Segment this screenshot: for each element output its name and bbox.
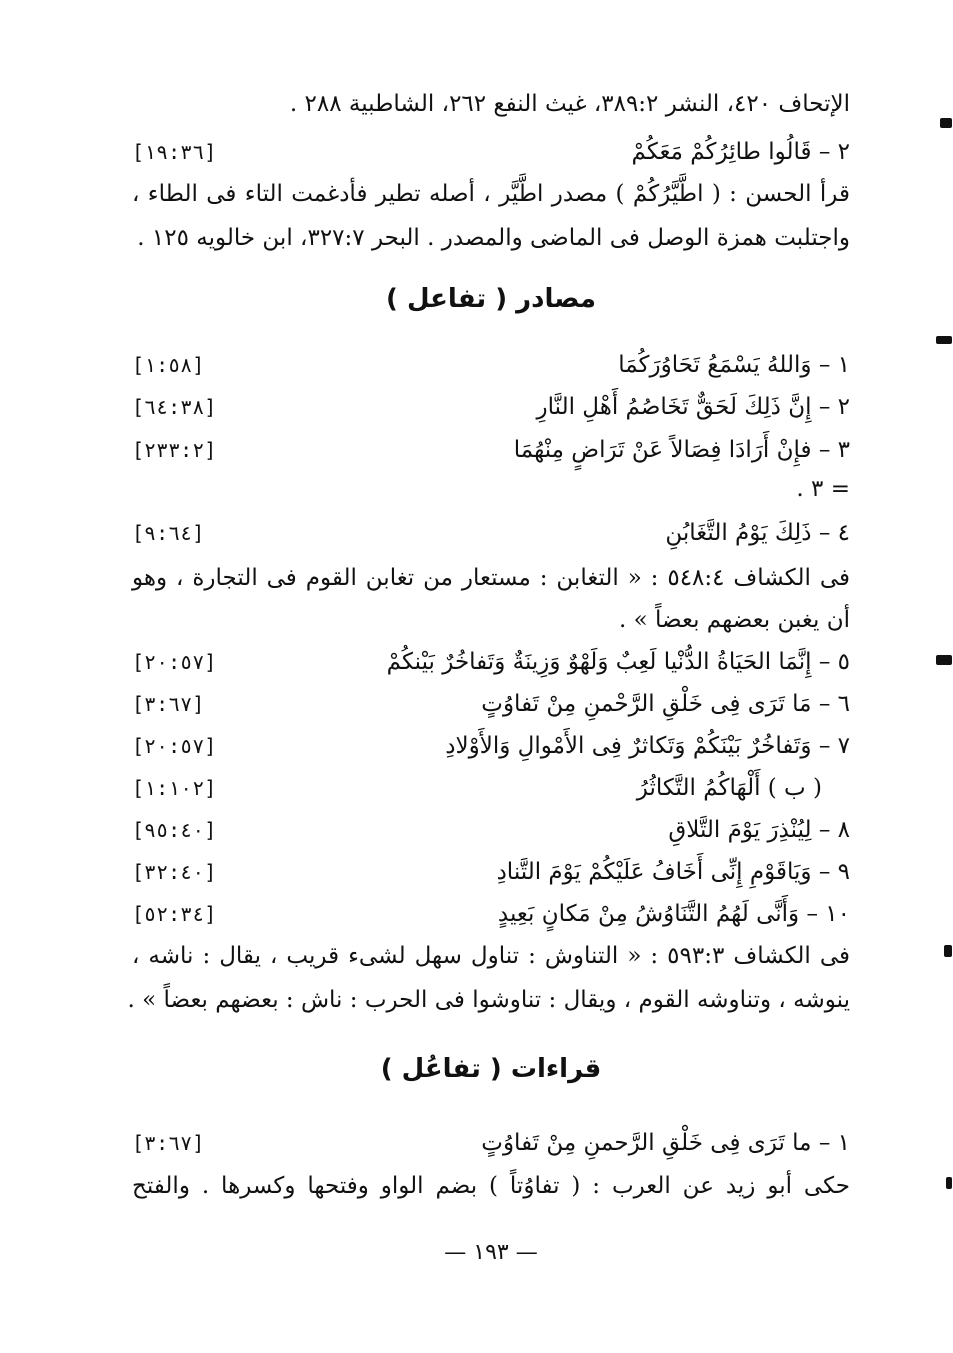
- verse-reference: [٩٥:٤٠]: [132, 818, 217, 842]
- verse-reference: [١:٥٨]: [132, 353, 205, 377]
- verse-reference: [١:١٠٢]: [132, 776, 217, 800]
- commentary-line: فى الكشاف ٥٩٣:٣ : « التناوش : تناول سهل لشىء قريب ، يقال : ناشه ،: [132, 943, 850, 969]
- commentary-line: فى الكشاف ٥٤٨:٤ : « التغابن : مستعار من تغابن القوم فى التجارة ، وهو: [132, 565, 850, 591]
- verse-reference: [٣٢:٤٠]: [132, 860, 217, 884]
- verse-reference: [١٩:٣٦]: [132, 140, 217, 164]
- verse-text: ٢ – إِنَّ ذَلِكَ لَحَقٌّ تَخَاصُمُ أَهْلِ النَّارِ: [536, 394, 850, 420]
- commentary-line: أن يغبن بعضهم بعضاً » .: [619, 607, 850, 633]
- verse-line: [132, 645, 850, 679]
- verse-line: [132, 433, 850, 467]
- scan-margin-mark: [936, 655, 952, 665]
- verse-line: [132, 390, 850, 424]
- verse-reference: [٢٣٣:٢]: [132, 438, 217, 462]
- verse-text: ١ – ما تَرَى فِى خَلْقِ الرَّحمنِ مِنْ تَفاوُتٍ: [481, 1130, 850, 1156]
- verse-text: ٥ – إِنَّمَا الحَيَاةُ الدُّنْيا لَعِبٌ وَلَهْوٌ وَزِينَةٌ وَتَفاخُرٌ بَيْنكُمْ: [386, 649, 850, 675]
- verse-line: [132, 516, 850, 550]
- verse-text: ١٠ – وَأَنَّى لَهُمُ التَّنَاوُشُ مِنْ مَكانٍ بَعِيدٍ: [497, 901, 850, 927]
- verse-text: ١ – وَاللهُ يَسْمَعُ تَحَاوُرَكُمَا: [618, 352, 850, 378]
- commentary-line: واجتلبت همزة الوصل فى الماضى والمصدر . البحر ٣٢٧:٧، ابن خالويه ١٢٥ .: [137, 225, 850, 251]
- scan-margin-mark: [946, 1177, 952, 1189]
- verse-line: [132, 687, 850, 721]
- verse-reference: [٢٠:٥٧]: [132, 650, 217, 674]
- verse-text: ٨ – لِيُنْذِرَ يَوْمَ التَّلاقِ: [668, 817, 850, 843]
- verse-line: [132, 855, 850, 889]
- verse-text: ٧ – وَتَفاخُرٌ بَيْنَكُمْ وَتَكاثرٌ فِى الأَمْوالِ وَالأَوْلادِ: [445, 733, 850, 759]
- section-heading-qiraat: قراءات ( تفاعُل ): [380, 1054, 602, 1084]
- verse-reference: [٥٢:٣٤]: [132, 902, 217, 926]
- section-heading-masadir: مصادر ( تفاعل ): [386, 284, 596, 314]
- equals-line: = ٣ .: [796, 476, 850, 502]
- verse-reference: [٣:٦٧]: [132, 692, 205, 716]
- verse-reference: [٣:٦٧]: [132, 1131, 205, 1155]
- verse-text: ٣ – فإِنْ أَرَادَا فِصَالاً عَنْ تَرَاضٍ مِنْهُمَا: [513, 437, 850, 463]
- verse-line: [132, 348, 850, 382]
- verse-reference: [٩:٦٤]: [132, 521, 205, 545]
- reference-line: الإتحاف ٤٢٠، النشر ٣٨٩:٢، غيث النفع ٢٦٢، الشاطبية ٢٨٨ .: [289, 91, 850, 117]
- commentary-line: حكى أبو زيد عن العرب : ( تفاوُتاً ) بضم الواو وفتحها وكسرها . والفتح: [132, 1173, 850, 1199]
- verse-reference: [٢٠:٥٧]: [132, 734, 217, 758]
- verse-text: ٦ – مَا تَرَى فِى خَلْقِ الرَّحْمنِ مِنْ تَفاوُتٍ: [481, 691, 850, 717]
- verse-text: ٤ – ذَلِكَ يَوْمُ التَّغَابُنِ: [665, 520, 850, 546]
- scan-margin-mark: [936, 336, 952, 344]
- verse-line: [132, 771, 850, 805]
- verse-text: ٢ – قَالُوا طائِرُكُمْ مَعَكُمْ: [631, 139, 850, 165]
- commentary-line: قرأ الحسن : ( اطَّيَّرُكُمْ ) مصدر اطَّيَّر ، أصله تطير فأدغمت التاء فى الطاء ،: [132, 181, 850, 207]
- verse-reference: [٦٤:٣٨]: [132, 395, 217, 419]
- verse-line: [132, 813, 850, 847]
- verse-line: [132, 135, 850, 169]
- page-number: — ١٩٣ —: [444, 1240, 538, 1265]
- verse-line: [132, 897, 850, 931]
- verse-text: ٩ – وَيَاقَوْمِ إِنِّى أَخَافُ عَلَيْكُمْ يَوْمَ التَّنادِ: [496, 859, 850, 885]
- scan-margin-mark: [944, 945, 952, 957]
- commentary-line: ينوشه ، وتناوشه القوم ، ويقال : تناوشوا فى الحرب : ناش : بعضهم بعضاً » .: [127, 987, 850, 1013]
- scan-margin-mark: [940, 118, 952, 128]
- verse-line: [132, 1126, 850, 1160]
- verse-text: ( ب ) أَلْهَاكُمُ التَّكاثُرُ: [636, 775, 822, 801]
- verse-line: [132, 729, 850, 763]
